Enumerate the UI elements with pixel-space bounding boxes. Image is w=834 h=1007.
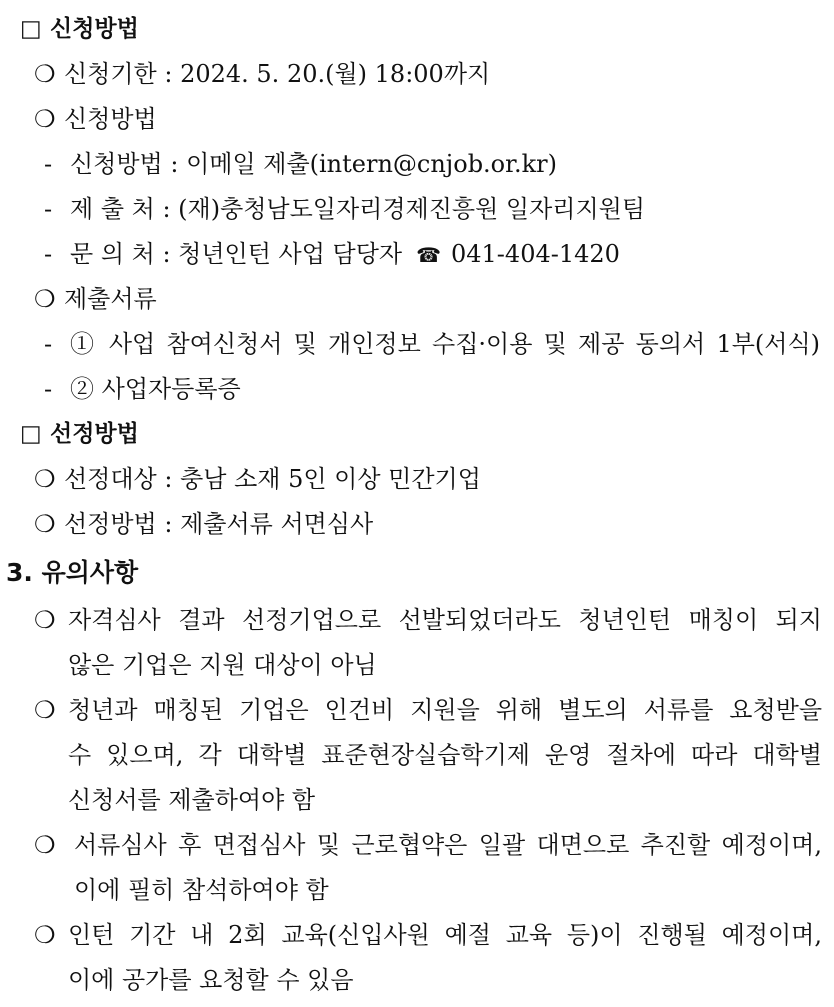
- dash-marker: -: [44, 195, 53, 223]
- sub-item-method: [44, 149, 557, 179]
- dash-marker: -: [44, 330, 53, 358]
- docs-sub-item: [44, 329, 820, 359]
- sub-item-text: 문 의 처 : 청년인턴 사업 담당자: [70, 240, 403, 268]
- section-heading-notes: 3. 유의사항: [6, 558, 139, 587]
- circle-bullet-icon: ❍: [34, 60, 56, 88]
- docs-sub-item: [44, 374, 241, 404]
- note-item: [34, 830, 822, 860]
- selection-item-text: 선정대상 : 충남 소재 5인 이상 민간기업: [64, 465, 481, 493]
- square-icon: □: [20, 421, 42, 447]
- dash-marker: -: [44, 375, 53, 403]
- method-item: [34, 104, 157, 134]
- sub-item-contact: [44, 239, 620, 270]
- circle-bullet-icon: ❍: [34, 465, 56, 493]
- dash-marker: -: [44, 150, 53, 178]
- method-title: 신청방법: [64, 105, 157, 133]
- note-line: 자격심사 결과 선정기업으로 선발되었더라도 청년인턴 매칭이 되지: [68, 606, 822, 634]
- section-title: 신청방법: [50, 16, 139, 42]
- note-line: 이에 공가를 요청할 수 있음: [68, 966, 354, 994]
- selection-item: [34, 509, 373, 539]
- circle-bullet-icon: ❍: [34, 510, 56, 538]
- docs-sub-item-text: ② 사업자등록증: [70, 375, 241, 403]
- docs-item: [34, 284, 157, 314]
- section-heading-selection: [20, 419, 139, 449]
- sub-item-text: 신청방법 : 이메일 제출(intern@cnjob.or.kr): [70, 150, 557, 178]
- note-line: 않은 기업은 지원 대상이 아님: [68, 651, 377, 679]
- note-item: [34, 605, 822, 635]
- note-line-wrap: [68, 740, 822, 770]
- note-line: 서류심사 후 면접심사 및 근로협약은 일괄 대면으로 추진할 예정이며,: [74, 831, 822, 859]
- note-line: 수 있으며, 각 대학별 표준현장실습학기제 운영 절차에 따라 대학별: [68, 741, 822, 769]
- section-heading-application: [20, 14, 139, 44]
- note-item: [34, 695, 822, 725]
- circle-bullet-icon: ❍: [34, 831, 56, 859]
- dash-marker: -: [44, 240, 53, 268]
- sub-item-text: 제 출 처 : (재)충청남도일자리경제진흥원 일자리지원팀: [70, 195, 646, 223]
- circle-bullet-icon: ❍: [34, 921, 56, 949]
- note-item: [34, 920, 822, 950]
- phone-icon: ☎: [416, 243, 441, 267]
- deadline-text: 신청기한 : 2024. 5. 20.(월) 18:00까지: [64, 60, 491, 88]
- square-icon: □: [20, 16, 42, 42]
- deadline-item: [34, 59, 490, 89]
- note-line: 신청서를 제출하여야 함: [68, 786, 316, 814]
- note-line: 인턴 기간 내 2회 교육(신입사원 예절 교육 등)이 진행될 예정이며,: [68, 921, 822, 949]
- selection-item-text: 선정방법 : 제출서류 서면심사: [64, 510, 374, 538]
- circle-bullet-icon: ❍: [34, 696, 56, 724]
- selection-item: [34, 464, 481, 494]
- circle-bullet-icon: ❍: [34, 606, 56, 634]
- note-line: 이에 필히 참석하여야 함: [74, 876, 329, 904]
- circle-bullet-icon: ❍: [34, 285, 56, 313]
- circle-bullet-icon: ❍: [34, 105, 56, 133]
- phone-number: 041-404-1420: [451, 240, 620, 268]
- sub-item-submit-to: [44, 194, 645, 224]
- section-title: 선정방법: [50, 421, 139, 447]
- note-line: 청년과 매칭된 기업은 인건비 지원을 위해 별도의 서류를 요청받을: [68, 696, 822, 724]
- docs-sub-item-text: ① 사업 참여신청서 및 개인정보 수집·이용 및 제공 동의서 1부(서식): [70, 330, 820, 358]
- docs-title: 제출서류: [64, 285, 157, 313]
